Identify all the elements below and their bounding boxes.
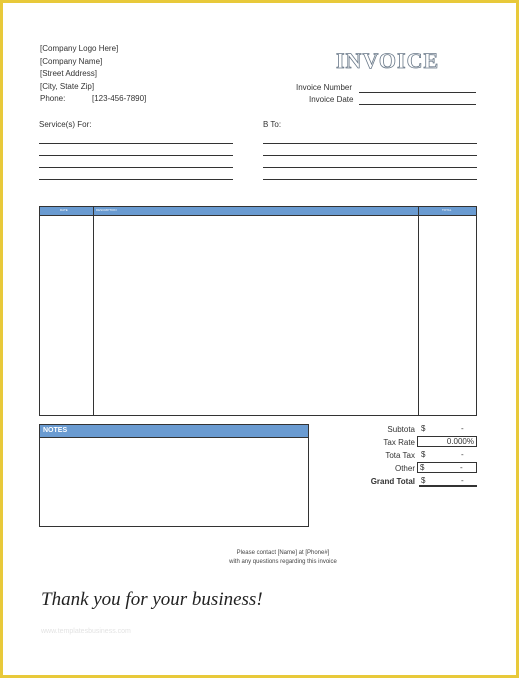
company-logo-placeholder: [Company Logo Here] — [40, 44, 119, 53]
other-field[interactable]: $ - — [417, 462, 477, 473]
bill-to-label: B To: — [263, 120, 282, 129]
services-line-2[interactable] — [39, 155, 233, 156]
thank-you-message: Thank you for your business! — [41, 589, 263, 610]
notes-header: NOTES — [40, 425, 308, 438]
company-name: [Company Name] — [40, 57, 103, 66]
phone-label: Phone: — [40, 94, 66, 103]
services-line-3[interactable] — [39, 167, 233, 168]
invoice-date-label: Invoice Date — [309, 95, 354, 104]
invoice-number-field[interactable] — [359, 92, 476, 93]
col-date-header: DATE — [60, 208, 68, 212]
services-for-label: Service(s) For: — [39, 120, 92, 129]
phone-number: [123-456-7890] — [92, 94, 147, 103]
invoice-number-label: Invoice Number — [296, 83, 353, 92]
tax-rate-field[interactable]: 0.000% — [417, 436, 477, 447]
line-items-table — [39, 206, 477, 416]
contact-note-2: with any questions regarding this invoice — [229, 559, 337, 565]
column-divider — [418, 207, 419, 415]
subtotal-label: Subtota — [387, 425, 415, 434]
col-description-header: DESCRIPTION — [96, 208, 117, 212]
grand-total-value: $ - — [419, 476, 477, 487]
bill-to-line-2[interactable] — [263, 155, 477, 156]
tax-rate-label: Tax Rate — [383, 438, 415, 447]
city-state-zip: [City, State Zip] — [40, 82, 95, 91]
services-line-4[interactable] — [39, 179, 233, 180]
total-tax-label: Tota Tax — [385, 451, 415, 460]
subtotal-value: $ - — [421, 424, 464, 433]
bill-to-line-4[interactable] — [263, 179, 477, 180]
street-address: [Street Address] — [40, 69, 97, 78]
invoice-page — [3, 3, 516, 675]
total-tax-value: $ - — [421, 450, 464, 459]
bill-to-line-3[interactable] — [263, 167, 477, 168]
bill-to-line-1[interactable] — [263, 143, 477, 144]
invoice-title: INVOICE — [336, 48, 440, 73]
invoice-date-field[interactable] — [359, 104, 476, 105]
notes-box[interactable] — [39, 424, 309, 527]
col-total-header: TOTAL — [442, 208, 452, 212]
grand-total-label: Grand Total — [370, 477, 415, 486]
watermark-text: www.templatesbusiness.com — [41, 628, 131, 635]
other-label: Other — [394, 464, 415, 473]
column-divider — [93, 207, 94, 415]
contact-note: Please contact [Name] at [Phone#] — [236, 550, 330, 556]
services-line-1[interactable] — [39, 143, 233, 144]
line-items-header — [40, 207, 476, 216]
